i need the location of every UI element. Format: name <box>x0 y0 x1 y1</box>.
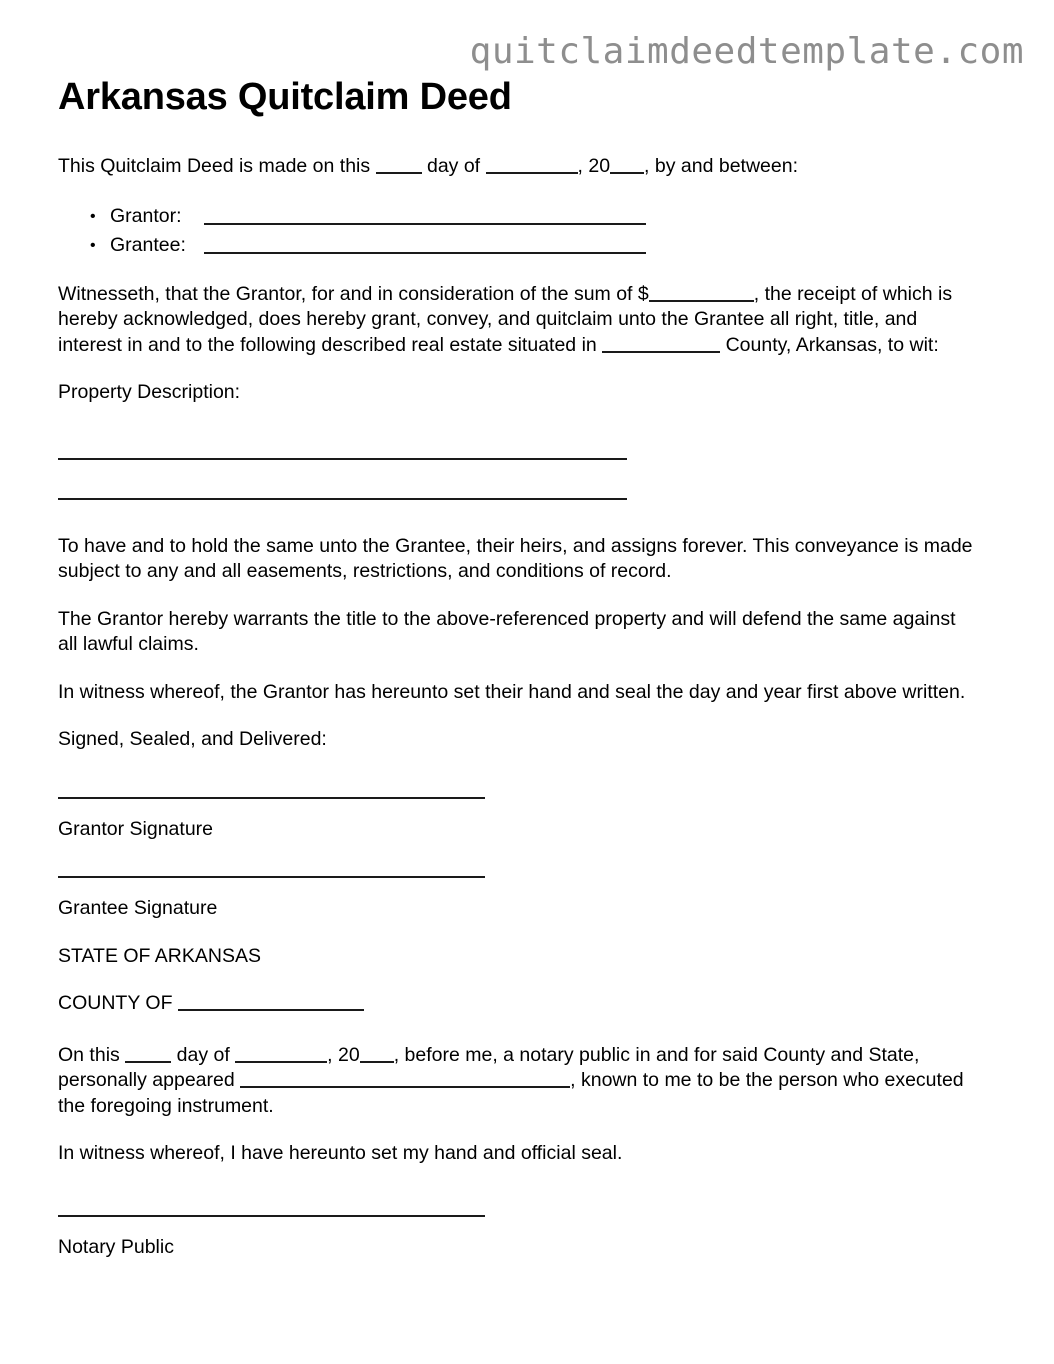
notary-month-blank[interactable] <box>235 1049 327 1063</box>
intro-text-b: day of <box>426 155 481 177</box>
spacer <box>58 500 976 534</box>
spacer <box>58 1017 976 1043</box>
notary-public-label: Notary Public <box>58 1235 174 1258</box>
grantor-name-blank[interactable] <box>204 207 646 225</box>
bullet-icon: • <box>90 207 96 225</box>
grantor-signature-label: Grantor Signature <box>58 817 214 840</box>
spacer <box>58 1189 976 1215</box>
spacer <box>58 842 976 876</box>
warranty-paragraph: The Grantor hereby warrants the title to the above-referenced property and will defend the same against all lawful claims. <box>58 607 956 655</box>
list-item-grantee <box>58 231 976 260</box>
intro-text-c: , 20 <box>577 155 611 177</box>
intro-text-d: , by and between: <box>644 155 798 177</box>
intro-day-blank <box>376 160 422 174</box>
spacer <box>58 878 976 896</box>
intro-paragraph <box>58 154 976 180</box>
site-watermark: quitclaimdeedtemplate.com <box>469 31 1024 72</box>
grantee-name-blank[interactable] <box>204 236 646 254</box>
witnesseth-paragraph <box>58 282 976 359</box>
witnesseth-text-c: County, Arkansas, to wit: <box>725 333 939 356</box>
county-of-blank[interactable] <box>178 997 364 1011</box>
intro-month-blank <box>486 160 578 174</box>
county-of-label: COUNTY OF <box>58 992 173 1014</box>
notary-acknowledgment-paragraph <box>58 1043 976 1120</box>
grantor-label: Grantor: <box>110 204 182 227</box>
signed-sealed-label: Signed, Sealed, and Delivered: <box>58 728 327 750</box>
list-item-grantor <box>58 202 976 231</box>
intro-year-blank <box>610 160 644 174</box>
notary-text-b: day of <box>176 1043 230 1066</box>
county-blank[interactable] <box>602 339 720 353</box>
notary-seal-clause: In witness whereof, I have hereunto set my hand and official seal. <box>58 1142 623 1164</box>
property-description-label: Property Description: <box>58 381 241 403</box>
witnesseth-text-b: , the receipt of which is hereby acknowledged, does hereby grant, convey, and quitclaim unto the Grantee all right, title, and interest in and to the following described real estate situated in <box>58 282 953 356</box>
notary-text-c: , 20 <box>327 1043 360 1066</box>
parties-list <box>58 202 976 260</box>
document-body <box>58 74 976 1260</box>
grantee-label: Grantee: <box>110 233 186 256</box>
notary-year-blank[interactable] <box>360 1049 394 1063</box>
witnesseth-text-a: Witnesseth, that the Grantor, for and in consideration of the sum of $ <box>58 282 649 305</box>
appearer-name-blank[interactable] <box>240 1074 570 1088</box>
spacer <box>58 460 976 498</box>
witness-clause-paragraph: In witness whereof, the Grantor has hereunto set their hand and seal the day and year first above written. <box>58 680 966 703</box>
bullet-icon: • <box>90 236 96 254</box>
notary-text-e: , known to me to be the person who executed the foregoing instrument. <box>58 1069 964 1117</box>
spacer <box>58 922 976 944</box>
state-line: STATE OF ARKANSAS <box>58 944 261 967</box>
spacer <box>58 771 976 797</box>
habendum-paragraph: To have and to hold the same unto the Grantee, their heirs, and assigns forever. This conveyance is made subject to any and all easements, restrictions, and conditions of record. <box>58 534 973 582</box>
notary-text-d: , before me, a notary public in and for said County and State, personally appeared <box>58 1043 920 1091</box>
page-title: Arkansas Quitclaim Deed <box>58 76 512 118</box>
intro-text-a: This Quitclaim Deed is made on this <box>58 155 371 177</box>
notary-day-blank[interactable] <box>125 1049 171 1063</box>
grantee-signature-label: Grantee Signature <box>58 897 218 919</box>
spacer <box>58 1217 976 1235</box>
spacer <box>58 799 976 817</box>
spacer <box>58 969 976 991</box>
notary-text-a: On this <box>58 1043 120 1066</box>
county-of-line <box>58 991 976 1017</box>
consideration-amount-blank[interactable] <box>649 288 754 302</box>
spacer <box>58 428 976 458</box>
